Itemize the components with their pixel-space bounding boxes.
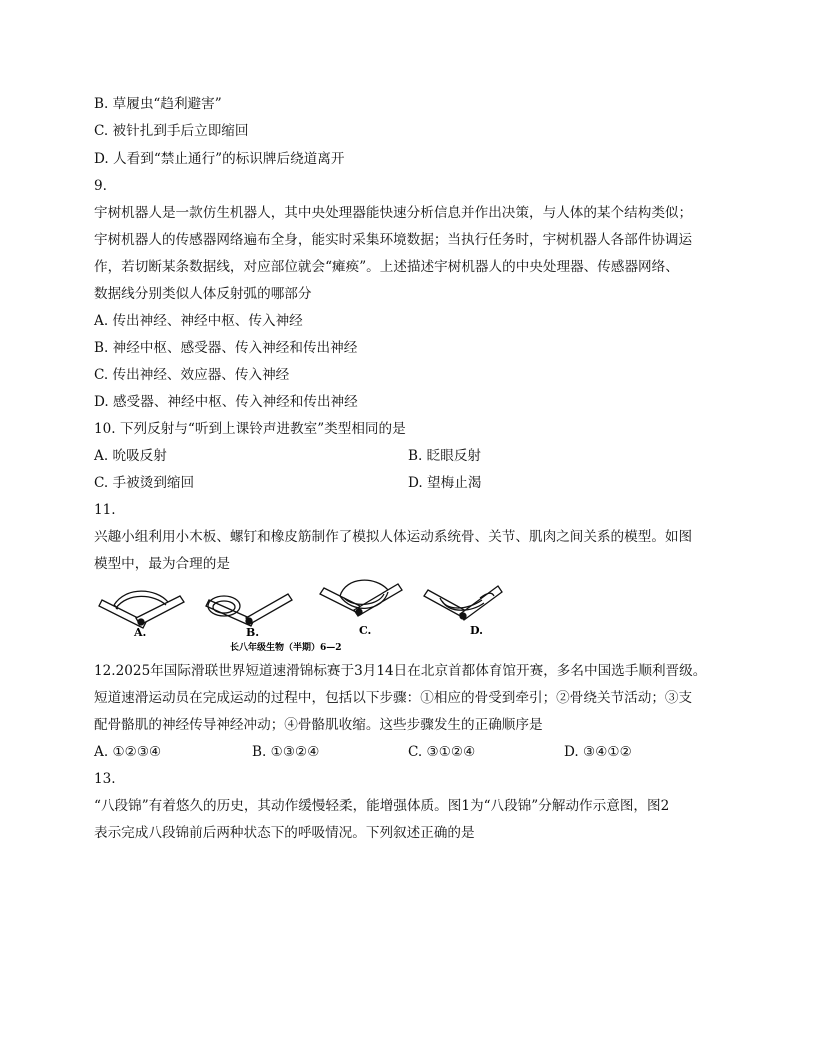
q9-stem-line-2: 宇树机器人的传感器网络遍布全身，能实时采集环境数据；当执行任务时，宇树机器人各部件协调运: [94, 232, 693, 248]
q8-option-d: D. 人看到“禁止通行”的标识牌后绕道离开: [94, 151, 345, 167]
figure-label-d: D.: [470, 624, 483, 637]
q9-option-a: A. 传出神经、神经中枢、传入神经: [94, 313, 303, 329]
q12-option-d: D. ③④①②: [564, 744, 632, 760]
q13-stem-line-2: 表示完成八段锦前后两种状态下的呼吸情况。下列叙述正确的是: [94, 825, 475, 841]
figure-label-a: A.: [134, 626, 147, 639]
model-b-drawing: [206, 594, 292, 626]
q13-stem-line-1: “八段锦”有着悠久的历史，其动作缓慢轻柔，能增强体质。图1为“八段锦”分解动作示意图，图2: [94, 798, 670, 814]
q10-option-b: B. 眨眼反射: [408, 448, 482, 464]
q8-option-b: B. 草履虫“趋利避害”: [94, 96, 222, 112]
q12-option-c: C. ③①②④: [408, 744, 476, 760]
q12-option-b: B. ①③②④: [252, 744, 320, 760]
q9-option-c: C. 传出神经、效应器、传入神经: [94, 367, 290, 383]
model-d-drawing: [424, 586, 502, 620]
q12-stem-line-3: 配骨骼肌的神经传导神经冲动；④骨骼肌收缩。这些步骤发生的正确顺序是: [94, 717, 543, 733]
figure-label-b: B.: [246, 626, 260, 639]
q9-number: 9.: [94, 178, 107, 194]
q12-stem-line-2: 短道速滑运动员在完成运动的过程中，包括以下步骤：①相应的骨受到牵引；②骨绕关节活动；③支: [94, 690, 693, 706]
bone-joint-muscle-models-figure: [96, 578, 516, 658]
q9-stem-line-1: 宇树机器人是一款仿生机器人，其中央处理器能快速分析信息并作出决策，与人体的某个结构类似；: [94, 205, 693, 221]
q11-number: 11.: [94, 502, 116, 518]
q10-option-a: A. 吮吸反射: [94, 448, 167, 464]
figure-label-c: C.: [359, 624, 372, 637]
q11-stem-line-1: 兴趣小组利用小木板、螺钉和橡皮筋制作了模拟人体运动系统骨、关节、肌肉之间关系的模型。如图: [94, 529, 693, 545]
q13-number: 13.: [94, 771, 116, 787]
q10-stem: 10. 下列反射与“听到上课铃声进教室”类型相同的是: [94, 421, 406, 437]
q12-stem-line-1: 12.2025年国际滑联世界短道速滑锦标赛于3月14日在北京首都体育馆开赛，多名中国选手顺利晋级。: [94, 663, 707, 679]
q9-option-b: B. 神经中枢、感受器、传入神经和传出神经: [94, 340, 358, 356]
model-c-drawing: [320, 580, 402, 616]
q8-option-c: C. 被针扎到手后立即缩回: [94, 123, 249, 139]
q10-option-d: D. 望梅止渴: [408, 475, 482, 491]
figure-caption: 长八年级生物（半期）6—2: [230, 643, 342, 653]
q11-stem-line-2: 模型中，最为合理的是: [94, 556, 230, 572]
model-a-drawing: [99, 591, 184, 628]
q10-option-c: C. 手被烫到缩回: [94, 475, 195, 491]
q9-option-d: D. 感受器、神经中枢、传入神经和传出神经: [94, 394, 358, 410]
q9-stem-line-3: 作，若切断某条数据线，对应部位就会“瘫痪”。上述描述宇树机器人的中央处理器、传感器网络、: [94, 259, 679, 275]
q12-option-a: A. ①②③④: [94, 744, 162, 760]
q9-stem-line-4: 数据线分别类似人体反射弧的哪部分: [94, 286, 312, 302]
